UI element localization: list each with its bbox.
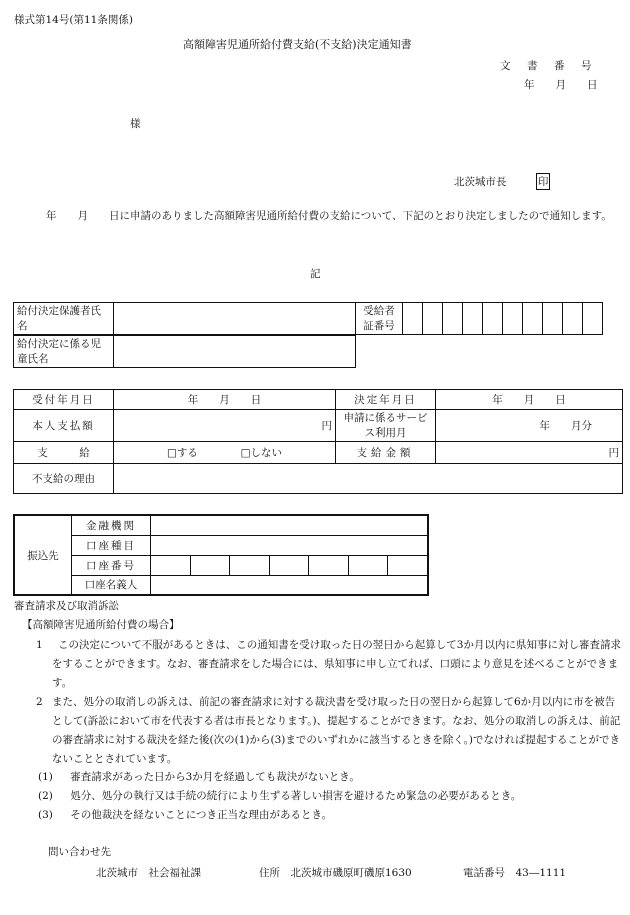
self-pay-value[interactable]: 円 <box>114 410 336 442</box>
decision-date-label: 決定年月日 <box>336 390 436 410</box>
ki-heading: 記 <box>310 268 321 280</box>
case-heading: 【高額障害児通所給付費の場合】 <box>22 619 180 631</box>
recipient-number-digit[interactable] <box>463 303 483 335</box>
service-month-label: 申請に係るサービス利用月 <box>336 410 436 442</box>
contact-address: 住所 北茨城市磯原町磯原1630 <box>259 867 412 879</box>
account-number-digit[interactable] <box>230 555 270 575</box>
review-heading: 審査請求及び取消訴訟 <box>14 600 119 612</box>
contact-phone: 電話番号 43―1111 <box>463 867 567 879</box>
addressee-suffix: 様 <box>130 118 141 130</box>
self-pay-label: 本人支払額 <box>14 410 114 442</box>
bank-label: 振込先 <box>14 515 72 595</box>
note-number: 2 <box>36 696 43 708</box>
account-type-value[interactable] <box>151 535 429 555</box>
payment-amount-label: 支給金額 <box>336 442 436 464</box>
payment-amount-value[interactable]: 円 <box>436 442 623 464</box>
child-name-label: 給付決定に係る児童氏名 <box>14 336 114 368</box>
service-month-value[interactable]: 年 月分 <box>436 410 623 442</box>
intro-paragraph: 年 月 日に申請のありました高額障害児通所給付費の支給について、下記のとおり決定しましたので通知します。 <box>46 210 612 222</box>
refusal-reason-label: 不支給の理由 <box>14 464 114 494</box>
guardian-name-label: 給付決定保護者氏名 <box>14 303 114 335</box>
issue-date-label: 年 月 日 <box>524 79 598 91</box>
received-date-value[interactable]: 年 月 日 <box>114 390 336 410</box>
refusal-reason-value[interactable] <box>114 464 623 494</box>
payment-no-checkbox[interactable]: □しない <box>240 447 283 459</box>
account-number-digit[interactable] <box>151 555 191 575</box>
recipient-number-digit[interactable] <box>503 303 523 335</box>
contact-department: 北茨城市 社会福祉課 <box>96 867 201 879</box>
sub-note-number: (2) <box>38 790 53 802</box>
bank-institution-value[interactable] <box>151 515 429 535</box>
note-item-1 <box>36 636 622 693</box>
sub-note-number: (3) <box>38 809 53 821</box>
form-number: 様式第14号(第11条関係) <box>14 14 133 26</box>
sub-note-2 <box>38 787 622 806</box>
sub-note-text: その他裁決を経ないことにつき正当な理由があるとき。 <box>70 809 333 821</box>
sub-note-3 <box>38 806 622 825</box>
account-holder-value[interactable] <box>151 575 429 595</box>
account-type-label: 口座種目 <box>72 535 151 555</box>
note-text: この決定について不服があるときは、この通知書を受け取った日の翌日から起算して3か月以内に県知事に対し審査請求をすることができます。なお、審査請求をした場合には、県知事に申し立てれば、口頭により意見を述べることができます。 <box>52 639 621 689</box>
account-number-label: 口座番号 <box>72 555 151 575</box>
bank-institution-label: 金融機関 <box>72 515 151 535</box>
account-number-digit[interactable] <box>348 555 388 575</box>
seal-mark: 印 <box>536 173 551 190</box>
recipient-number-label: 受給者証番号 <box>356 303 403 335</box>
account-number-digit[interactable] <box>309 555 349 575</box>
account-number-digit[interactable] <box>388 555 428 575</box>
decision-date-value[interactable]: 年 月 日 <box>436 390 623 410</box>
bank-table <box>13 514 429 596</box>
note-item-2 <box>36 693 622 769</box>
payment-yes-checkbox[interactable]: □する <box>166 447 198 459</box>
child-table <box>13 335 356 368</box>
recipient-number-digit[interactable] <box>563 303 583 335</box>
sub-note-number: (1) <box>38 771 53 783</box>
note-text: また、処分の取消しの訴えは、前記の審査請求に対する裁決書を受け取った日の翌日から起算して6か月以内に市を被告として(訴訟において市を代表する者は市長となります。)、提起することができます。なお、処分の取消しの訴えは、前記の審査請求に対する裁決を経た後(次の(1)から(3)までのいずれかに該当するときを除く。)でなければ提起することができないこととされています。 <box>52 696 621 765</box>
decision-table <box>13 389 623 494</box>
child-name-cell[interactable] <box>114 336 356 368</box>
sub-note-text: 処分、処分の執行又は手続の続行により生ずる著しい損害を避けるため緊急の必要があるとき。 <box>70 790 522 802</box>
sub-note-1 <box>38 768 622 787</box>
account-number-digit[interactable] <box>190 555 230 575</box>
recipient-number-digit[interactable] <box>483 303 503 335</box>
recipient-number-digit[interactable] <box>583 303 603 335</box>
received-date-label: 受付年月日 <box>14 390 114 410</box>
contact-heading: 問い合わせ先 <box>48 846 111 858</box>
recipient-number-digit[interactable] <box>403 303 423 335</box>
document-number-label: 文 書 番 号 <box>500 60 595 72</box>
recipient-table <box>13 302 603 335</box>
recipient-number-digit[interactable] <box>523 303 543 335</box>
guardian-name-cell[interactable] <box>114 303 356 335</box>
payment-label: 支 給 <box>14 442 114 464</box>
note-number: 1 <box>36 639 43 651</box>
payment-choice-cell <box>114 442 336 464</box>
issuer-block <box>454 173 550 190</box>
recipient-number-digit[interactable] <box>443 303 463 335</box>
recipient-number-digit[interactable] <box>543 303 563 335</box>
sub-note-text: 審査請求があった日から3か月を経過しても裁決がないとき。 <box>70 771 360 783</box>
account-holder-label: 口座名義人 <box>72 575 151 595</box>
account-number-digit[interactable] <box>269 555 309 575</box>
document-title: 高額障害児通所給付費支給(不支給)決定通知書 <box>183 38 412 51</box>
issuer-name: 北茨城市長 <box>454 176 507 188</box>
recipient-number-digit[interactable] <box>423 303 443 335</box>
